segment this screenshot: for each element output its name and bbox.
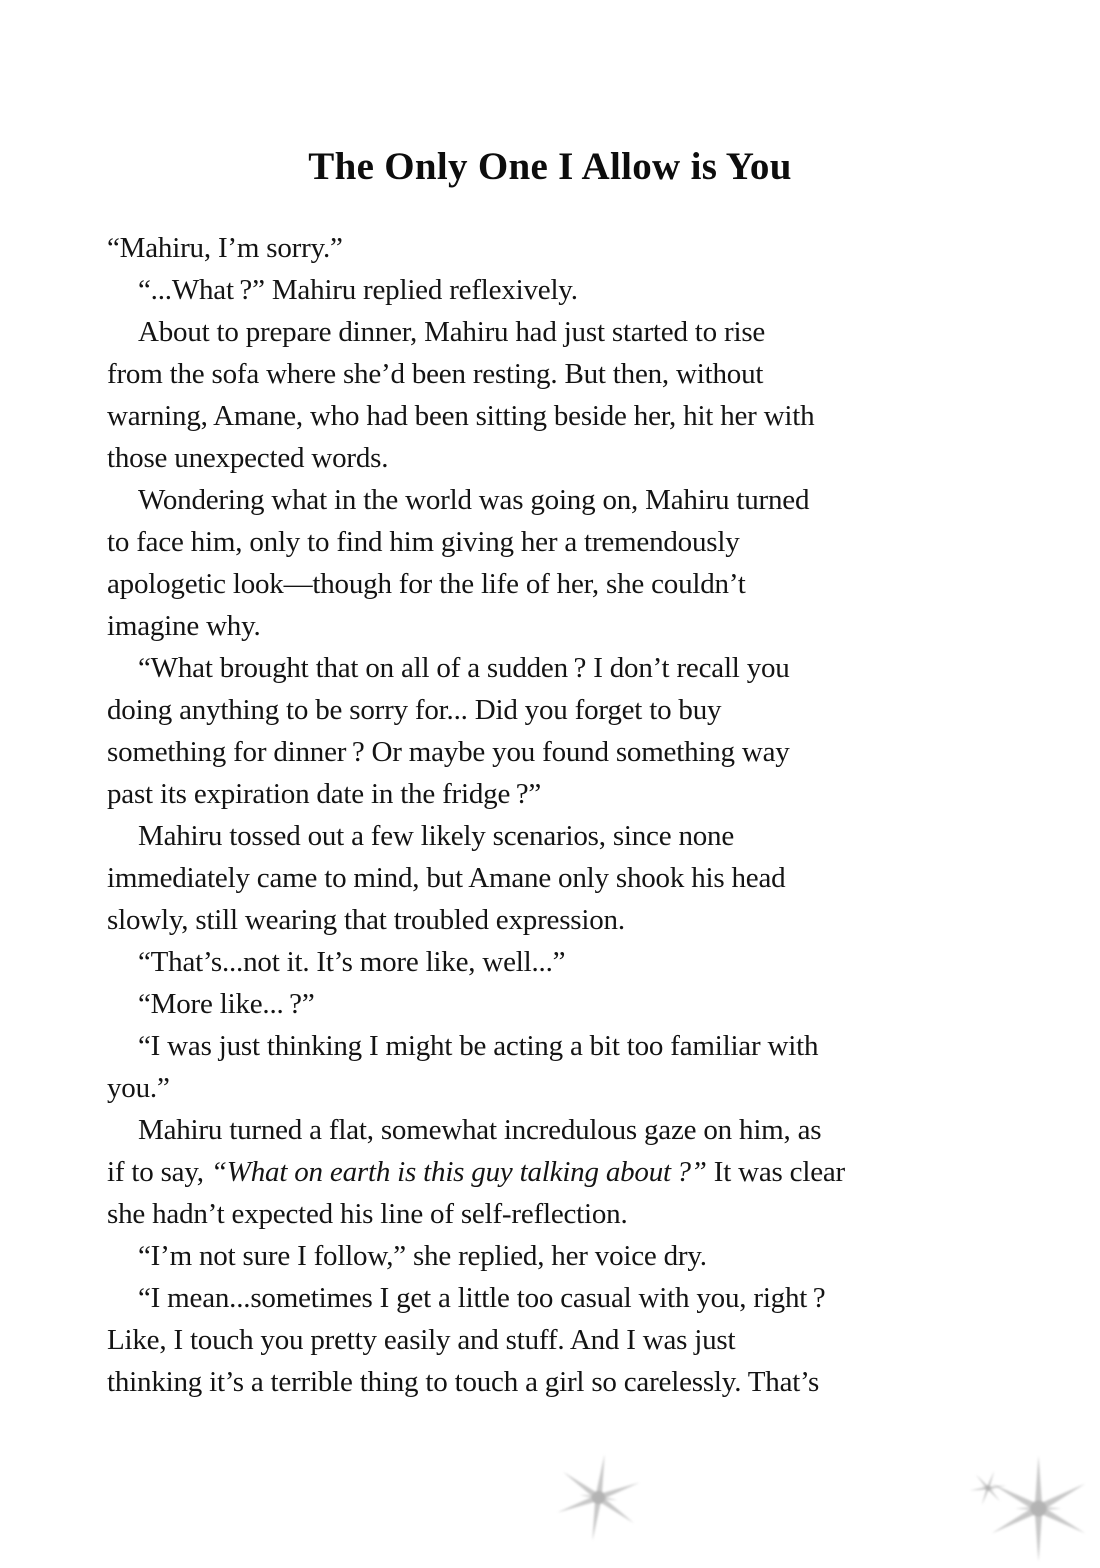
text-segment: from the sofa where she’d been resting. But then, without xyxy=(107,358,764,390)
text-segment: “What brought that on all of a sudden ? I don’t recall you xyxy=(138,652,790,684)
text-line xyxy=(107,227,993,269)
text-segment: “Mahiru, I’m sorry.” xyxy=(107,232,343,264)
text-segment: Like, I touch you pretty easily and stuff. And I was just xyxy=(107,1324,736,1356)
text-segment: About to prepare dinner, Mahiru had just started to rise xyxy=(138,316,766,348)
text-segment: you.” xyxy=(107,1072,170,1104)
text-segment: immediately came to mind, but Amane only shook his head xyxy=(107,862,786,894)
text-line xyxy=(107,857,993,899)
text-segment: to face him, only to find him giving her a tremendously xyxy=(107,526,740,558)
text-line xyxy=(107,1193,993,1235)
text-line xyxy=(107,941,993,983)
text-segment: slowly, still wearing that troubled expression. xyxy=(107,904,625,936)
text-line xyxy=(107,1235,993,1277)
text-line xyxy=(107,1319,993,1361)
text-line xyxy=(107,1277,993,1319)
text-line xyxy=(107,269,993,311)
text-segment: apologetic look—though for the life of her, she couldn’t xyxy=(107,568,746,600)
text-segment: something for dinner ? Or maybe you found something way xyxy=(107,736,790,768)
text-segment: “I’m not sure I follow,” she replied, her voice dry. xyxy=(138,1240,707,1272)
sparkle-left-icon xyxy=(551,1450,646,1545)
text-line xyxy=(107,773,993,815)
text-segment: “...What ?” Mahiru replied reflexively. xyxy=(138,274,578,306)
text-line xyxy=(107,647,993,689)
text-line xyxy=(107,983,993,1025)
text-segment: imagine why. xyxy=(107,610,261,642)
sparkle-right-large-icon xyxy=(981,1451,1096,1566)
text-line xyxy=(107,479,993,521)
sparkle-right-small-icon xyxy=(968,1468,1008,1508)
text-segment: “I mean...sometimes I get a little too casual with you, right ? xyxy=(138,1282,826,1314)
text-line xyxy=(107,353,993,395)
text-line xyxy=(107,899,993,941)
text-line xyxy=(107,1067,993,1109)
text-line xyxy=(107,605,993,647)
text-line xyxy=(107,689,993,731)
text-segment: It was clear xyxy=(706,1156,846,1188)
text-line xyxy=(107,1151,993,1193)
text-segment: thinking it’s a terrible thing to touch a girl so carelessly. That’s xyxy=(107,1366,820,1398)
text-segment: “That’s...not it. It’s more like, well...” xyxy=(138,946,566,978)
text-line xyxy=(107,1361,993,1403)
text-line xyxy=(107,437,993,479)
text-segment: Mahiru turned a flat, somewhat incredulous gaze on him, as xyxy=(138,1114,822,1146)
text-segment: Wondering what in the world was going on, Mahiru turned xyxy=(138,484,810,516)
text-segment: if to say, xyxy=(107,1156,211,1188)
text-segment: doing anything to be sorry for... Did you forget to buy xyxy=(107,694,722,726)
text-line xyxy=(107,395,993,437)
text-segment: past its expiration date in the fridge ?” xyxy=(107,778,542,810)
text-segment: warning, Amane, who had been sitting beside her, hit her with xyxy=(107,400,815,432)
text-segment: Mahiru tossed out a few likely scenarios, since none xyxy=(138,820,735,852)
text-line xyxy=(107,563,993,605)
italic-text-segment: “What on earth is this guy talking about ?” xyxy=(210,1156,707,1188)
text-segment: those unexpected words. xyxy=(107,442,389,474)
text-segment: she hadn’t expected his line of self-reflection. xyxy=(107,1198,628,1230)
text-line xyxy=(107,1109,993,1151)
text-line xyxy=(107,731,993,773)
text-line xyxy=(107,311,993,353)
text-line xyxy=(107,815,993,857)
text-segment: “I was just thinking I might be acting a bit too familiar with xyxy=(138,1030,819,1062)
text-line xyxy=(107,521,993,563)
chapter-title: The Only One I Allow is You xyxy=(308,145,792,188)
text-line xyxy=(107,1025,993,1067)
text-segment: “More like... ?” xyxy=(138,988,315,1020)
body-text xyxy=(107,227,993,1403)
